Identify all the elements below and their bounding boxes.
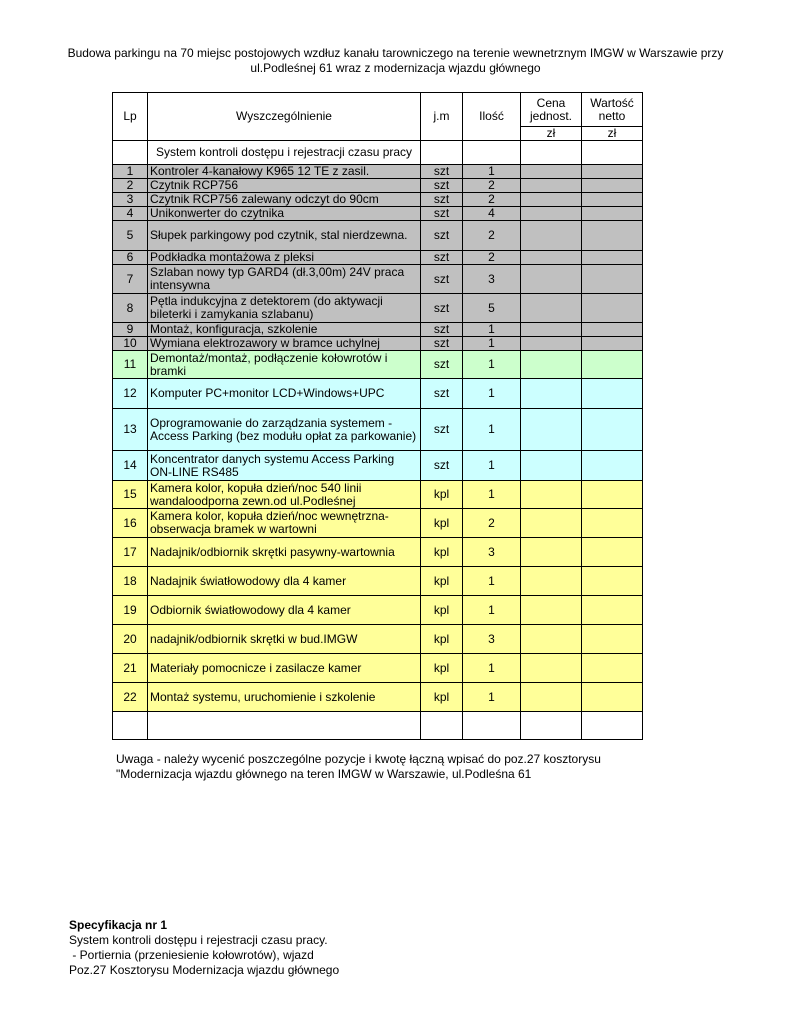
empty-row — [113, 712, 643, 740]
row-quantity: 1 — [463, 481, 521, 509]
footer-line-1: System kontroli dostępu i rejestracji czasu pracy. — [69, 933, 328, 947]
row-unit-price — [521, 323, 582, 337]
table-row — [113, 379, 643, 409]
row-description: Oprogramowanie do zarządzania systemem - Access Parking (bez modułu opłat za parkowanie) — [148, 409, 421, 451]
row-unit-price — [521, 337, 582, 351]
row-quantity: 2 — [463, 221, 521, 251]
row-unit-price — [521, 596, 582, 625]
row-quantity: 3 — [463, 625, 521, 654]
row-description: Nadajnik światłowodowy dla 4 kamer — [148, 567, 421, 596]
row-number: 12 — [113, 379, 148, 409]
table-row — [113, 538, 643, 567]
row-number: 13 — [113, 409, 148, 451]
row-description: Wymiana elektrozawory w bramce uchylnej — [148, 337, 421, 351]
row-unit: szt — [421, 337, 463, 351]
row-unit-price — [521, 567, 582, 596]
row-number: 15 — [113, 481, 148, 509]
table-row — [113, 409, 643, 451]
header-unit-price-line2: jednost. — [529, 108, 573, 123]
empty-cell — [148, 712, 421, 740]
row-quantity: 3 — [463, 538, 521, 567]
row-number: 9 — [113, 323, 148, 337]
row-unit: szt — [421, 179, 463, 193]
row-quantity: 4 — [463, 207, 521, 221]
row-number: 21 — [113, 654, 148, 683]
row-unit: szt — [421, 251, 463, 265]
row-number: 10 — [113, 337, 148, 351]
row-unit: kpl — [421, 567, 463, 596]
row-unit-price — [521, 654, 582, 683]
header-unit-price-line1: Cena — [536, 95, 566, 110]
section-cell — [582, 141, 643, 165]
row-description: Szlaban nowy typ GARD4 (dł.3,00m) 24V praca intensywna — [148, 265, 421, 294]
row-net-value — [582, 179, 643, 193]
empty-cell — [113, 712, 148, 740]
row-net-value — [582, 294, 643, 323]
row-net-value — [582, 351, 643, 379]
row-description: Montaż systemu, uruchomienie i szkolenie — [148, 683, 421, 712]
row-unit: szt — [421, 294, 463, 323]
row-unit-price — [521, 481, 582, 509]
row-net-value — [582, 654, 643, 683]
row-number: 1 — [113, 165, 148, 179]
row-description: Demontaż/montaż, podłączenie kołowrotów i bramki — [148, 351, 421, 379]
header-row — [113, 93, 643, 127]
row-net-value — [582, 323, 643, 337]
row-quantity: 3 — [463, 265, 521, 294]
row-quantity: 1 — [463, 379, 521, 409]
table-row — [113, 683, 643, 712]
table-row — [113, 567, 643, 596]
table-row — [113, 509, 643, 538]
header-unit-price — [521, 93, 582, 127]
row-unit-price — [521, 451, 582, 481]
row-unit-price — [521, 379, 582, 409]
table-row — [113, 351, 643, 379]
row-unit-price — [521, 165, 582, 179]
row-description: Montaż, konfiguracja, szkolenie — [148, 323, 421, 337]
row-net-value — [582, 481, 643, 509]
row-net-value — [582, 337, 643, 351]
row-unit-price — [521, 409, 582, 451]
row-net-value — [582, 165, 643, 179]
row-net-value — [582, 221, 643, 251]
row-quantity: 1 — [463, 409, 521, 451]
row-description: Czytnik RCP756 — [148, 179, 421, 193]
row-quantity: 1 — [463, 165, 521, 179]
header-quantity: Ilość — [463, 93, 521, 141]
table-row — [113, 625, 643, 654]
table-row — [113, 207, 643, 221]
empty-cell — [582, 712, 643, 740]
row-description: Czytnik RCP756 zalewany odczyt do 90cm — [148, 193, 421, 207]
row-number: 3 — [113, 193, 148, 207]
table-row — [113, 165, 643, 179]
row-quantity: 1 — [463, 683, 521, 712]
table-row — [113, 654, 643, 683]
row-number: 4 — [113, 207, 148, 221]
row-number: 6 — [113, 251, 148, 265]
row-unit: szt — [421, 409, 463, 451]
row-number: 20 — [113, 625, 148, 654]
row-net-value — [582, 625, 643, 654]
row-unit: kpl — [421, 481, 463, 509]
row-unit-price — [521, 179, 582, 193]
note — [116, 752, 676, 782]
row-unit-price — [521, 625, 582, 654]
row-net-value — [582, 207, 643, 221]
row-quantity: 2 — [463, 179, 521, 193]
row-net-value — [582, 379, 643, 409]
table-row — [113, 323, 643, 337]
row-unit-price — [521, 294, 582, 323]
row-unit: szt — [421, 165, 463, 179]
row-number: 18 — [113, 567, 148, 596]
table-row — [113, 251, 643, 265]
row-number: 11 — [113, 351, 148, 379]
header-net-value-line2: netto — [598, 108, 626, 123]
row-quantity: 1 — [463, 351, 521, 379]
row-unit-price — [521, 221, 582, 251]
row-number: 17 — [113, 538, 148, 567]
section-cell — [521, 141, 582, 165]
row-unit-price — [521, 538, 582, 567]
footer-line-2: - Portiernia (przeniesienie kołowrotów), wjazd — [69, 948, 314, 962]
row-quantity: 1 — [463, 567, 521, 596]
row-unit-price — [521, 251, 582, 265]
row-number: 19 — [113, 596, 148, 625]
header-lp: Lp — [113, 93, 148, 141]
row-quantity: 1 — [463, 654, 521, 683]
row-number: 2 — [113, 179, 148, 193]
row-unit-price — [521, 207, 582, 221]
header-description: Wyszczególnienie — [148, 93, 421, 141]
row-number: 8 — [113, 294, 148, 323]
empty-cell — [463, 712, 521, 740]
row-number: 5 — [113, 221, 148, 251]
header-unit: j.m — [421, 93, 463, 141]
section-cell — [463, 141, 521, 165]
row-unit: kpl — [421, 538, 463, 567]
row-description: Kamera kolor, kopuła dzień/noc wewnętrzna-obserwacja bramek w wartowni — [148, 509, 421, 538]
empty-cell — [521, 712, 582, 740]
row-net-value — [582, 509, 643, 538]
row-quantity: 1 — [463, 596, 521, 625]
row-unit: kpl — [421, 625, 463, 654]
header-value-currency: zł — [582, 127, 643, 141]
table-row — [113, 451, 643, 481]
row-description: Materiały pomocnicze i zasilacze kamer — [148, 654, 421, 683]
row-unit-price — [521, 193, 582, 207]
specification-table — [112, 92, 643, 740]
header-net-value-line1: Wartość — [590, 95, 634, 110]
row-unit: kpl — [421, 596, 463, 625]
document-title — [40, 46, 751, 76]
row-description: Kontroler 4-kanałowy K965 12 TE z zasil. — [148, 165, 421, 179]
row-number: 14 — [113, 451, 148, 481]
row-description: Kamera kolor, kopuła dzień/noc 540 linii wandaloodporna zewn.od ul.Podleśnej — [148, 481, 421, 509]
row-unit: szt — [421, 207, 463, 221]
title-line-1: Budowa parkingu na 70 miejsc postojowych wzdłuz kanału tarowniczego na terenie wewnetrznym IMGW w Warszawie przy — [67, 46, 724, 60]
table-row — [113, 221, 643, 251]
table-row — [113, 294, 643, 323]
row-net-value — [582, 251, 643, 265]
row-quantity: 1 — [463, 451, 521, 481]
row-net-value — [582, 409, 643, 451]
title-line-2: ul.Podleśnej 61 wraz z modernizacja wjazdu głównego — [250, 61, 541, 75]
header-price-currency: zł — [521, 127, 582, 141]
row-unit-price — [521, 265, 582, 294]
table-body — [113, 93, 643, 740]
table-row — [113, 179, 643, 193]
table-row — [113, 193, 643, 207]
row-unit-price — [521, 509, 582, 538]
row-description: Nadajnik/odbiornik skrętki pasywny-wartownia — [148, 538, 421, 567]
table-row — [113, 337, 643, 351]
specification-footer — [69, 918, 339, 978]
row-description: Pętla indukcyjna z detektorem (do aktywacji bileterki i zamykania szlabanu) — [148, 294, 421, 323]
row-unit: szt — [421, 351, 463, 379]
row-unit: szt — [421, 323, 463, 337]
row-description: Słupek parkingowy pod czytnik, stal nierdzewna. — [148, 221, 421, 251]
row-unit: kpl — [421, 654, 463, 683]
row-description: Odbiornik światłowodowy dla 4 kamer — [148, 596, 421, 625]
row-description: nadajnik/odbiornik skrętki w bud.IMGW — [148, 625, 421, 654]
row-net-value — [582, 538, 643, 567]
row-quantity: 5 — [463, 294, 521, 323]
empty-cell — [421, 712, 463, 740]
header-net-value — [582, 93, 643, 127]
row-unit-price — [521, 351, 582, 379]
table-row — [113, 265, 643, 294]
row-number: 16 — [113, 509, 148, 538]
section-lp-cell — [113, 141, 148, 165]
row-unit: szt — [421, 451, 463, 481]
row-net-value — [582, 567, 643, 596]
row-unit: szt — [421, 221, 463, 251]
row-description: Podkładka montażowa z pleksi — [148, 251, 421, 265]
row-number: 7 — [113, 265, 148, 294]
row-net-value — [582, 683, 643, 712]
row-unit: szt — [421, 379, 463, 409]
section-title: System kontroli dostępu i rejestracji czasu pracy — [148, 141, 421, 165]
row-unit: szt — [421, 265, 463, 294]
row-unit-price — [521, 683, 582, 712]
table-row — [113, 596, 643, 625]
row-quantity: 1 — [463, 337, 521, 351]
row-quantity: 1 — [463, 323, 521, 337]
row-quantity: 2 — [463, 251, 521, 265]
row-description: Koncentrator danych systemu Access Parking ON-LINE RS485 — [148, 451, 421, 481]
row-description: Unikonwerter do czytnika — [148, 207, 421, 221]
row-description: Komputer PC+monitor LCD+Windows+UPC — [148, 379, 421, 409]
row-unit: kpl — [421, 509, 463, 538]
section-title-row — [113, 141, 643, 165]
note-line-1: Uwaga - należy wycenić poszczególne pozycje i kwotę łączną wpisać do poz.27 kosztorysu — [116, 752, 601, 766]
row-quantity: 2 — [463, 509, 521, 538]
row-number: 22 — [113, 683, 148, 712]
section-cell — [421, 141, 463, 165]
row-net-value — [582, 451, 643, 481]
row-unit: kpl — [421, 683, 463, 712]
row-net-value — [582, 265, 643, 294]
footer-heading: Specyfikacja nr 1 — [69, 918, 168, 932]
row-quantity: 2 — [463, 193, 521, 207]
note-line-2: "Modernizacja wjazdu głównego na teren IMGW w Warszawie, ul.Podleśna 61 — [116, 767, 532, 781]
row-net-value — [582, 193, 643, 207]
row-unit: szt — [421, 193, 463, 207]
row-net-value — [582, 596, 643, 625]
table-row — [113, 481, 643, 509]
footer-line-3: Poz.27 Kosztorysu Modernizacja wjazdu głównego — [69, 963, 340, 977]
